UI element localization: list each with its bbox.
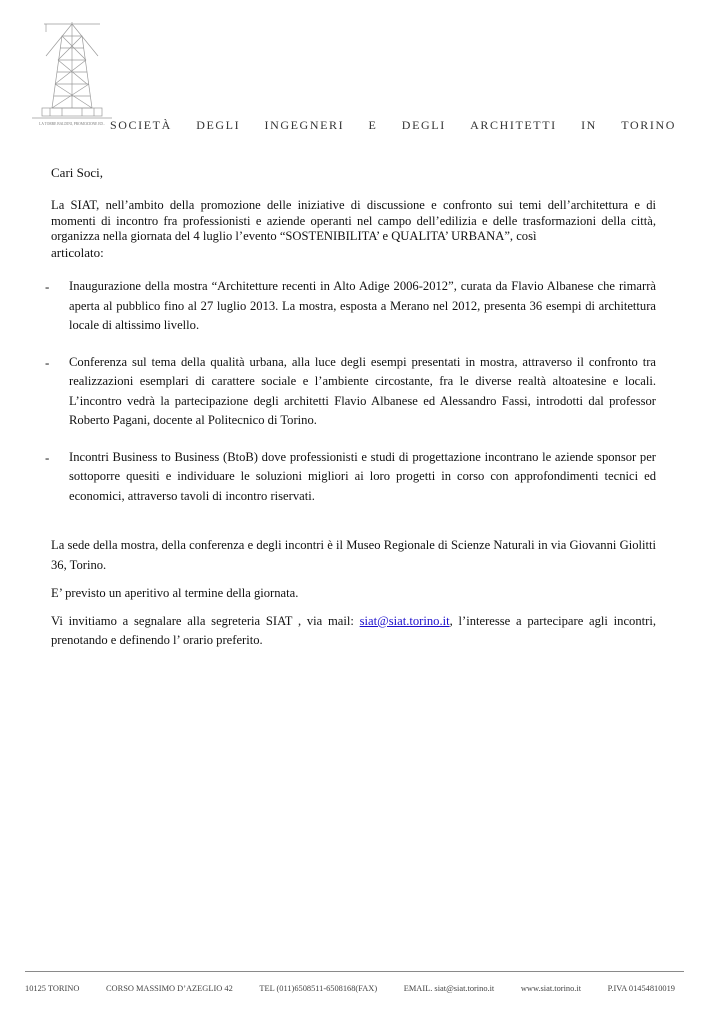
greeting: Cari Soci,: [51, 165, 103, 180]
invite-paragraph: [51, 612, 656, 651]
email-link[interactable]: siat@siat.torino.it: [359, 613, 450, 628]
invite-text-before: Vi invitiamo a segnalare alla segreteria SIAT , via mail:: [51, 613, 360, 628]
intro-tail: articolato:: [51, 244, 104, 260]
bullet-dash: -: [45, 354, 50, 370]
bullet-text-exhibition: Inaugurazione della mostra “Architetture recenti in Alto Adige 2006-2012”, curata da Flavio Albanese che rimarrà aperta al pubblico fino al 27 luglio 2013. La mostra, esposta a Merano nel 2012, presenta 36 esempi di architettura locale di altissimo livello.: [69, 279, 656, 333]
siat-tower-logo: [24, 16, 120, 128]
footer: [25, 984, 675, 993]
society-word: DEGLI: [196, 118, 241, 132]
society-word: ARCHITETTI: [470, 118, 557, 132]
society-name-header: [110, 118, 676, 133]
footer-email: EMAIL. siat@siat.torino.it: [403, 984, 495, 993]
footer-divider: [25, 971, 684, 972]
footer-phone: TEL (011)6508511-6508168(FAX): [259, 984, 378, 993]
list-item: [45, 448, 656, 507]
bullet-text-conference: Conferenza sul tema della qualità urbana, alla luce degli esempi presentati in mostra, attraverso il confronto tra realizzazioni esemplari di carattere sociale e l’ambiente circostante, fra le diverse realtà altoatesine e locali. L’incontro vedrà la partecipazione degli architetti Flavio Albanese ed Alessandro Fassi, introdotti dal professor Roberto Pagani, docente al Politecnico di Torino.: [69, 354, 656, 428]
logo-caption: LA TORRE BALDINI, PROMOZIONE ED..: [39, 122, 105, 126]
event-list: [45, 277, 656, 506]
tower-drawing-icon: [24, 16, 120, 128]
society-word: E: [368, 118, 378, 132]
society-word: IN: [581, 118, 597, 132]
list-item: [45, 353, 656, 431]
bullet-text-btob: Incontri Business to Business (BtoB) dove professionisti e studi di progettazione incontrano le aziende sponsor per sottoporre quesiti e individuare le soluzioni migliori ai loro progetti in corso con approfondimenti tecnici ed economici, attraverso tavoli di incontro riservati.: [69, 449, 656, 503]
intro-paragraph: [51, 198, 656, 261]
venue-paragraph: La sede della mostra, della conferenza e degli incontri è il Museo Regionale di Scienze Naturali in via Giovanni Giolitti 36, Torino.: [51, 538, 656, 572]
invite-text-after: , l’interesse a partecipare agli incontri, prenotando e definendo l’ orario preferito.: [51, 613, 656, 648]
intro-text: La SIAT, nell’ambito della promozione delle iniziative di discussione e confronto sui temi dell’architettura e di momenti di incontro fra professionisti e aziende operanti nel campo dell’edilizia e delle trasformazioni della città, organizza nella giornata del 4 luglio l’evento “SOSTENIBILITA’ e QUALITA’ URBANA”, così: [51, 198, 656, 244]
letter-body: [45, 165, 656, 651]
list-item: [45, 277, 656, 336]
bullet-dash: -: [45, 279, 50, 295]
society-word: DEGLI: [401, 118, 446, 132]
footer-address: CORSO MASSIMO D’AZEGLIO 42: [105, 984, 233, 993]
society-word: SOCIETÀ: [110, 118, 172, 132]
footer-vat: P.IVA 01454810019: [607, 984, 675, 993]
society-word: INGEGNERI: [264, 118, 345, 132]
aperitivo-paragraph: E’ previsto un aperitivo al termine della giornata.: [51, 586, 299, 601]
society-word: TORINO: [621, 118, 676, 132]
footer-website: www.siat.torino.it: [520, 984, 582, 993]
footer-cap-city: 10125 TORINO: [25, 984, 80, 993]
bullet-dash: -: [45, 449, 50, 465]
